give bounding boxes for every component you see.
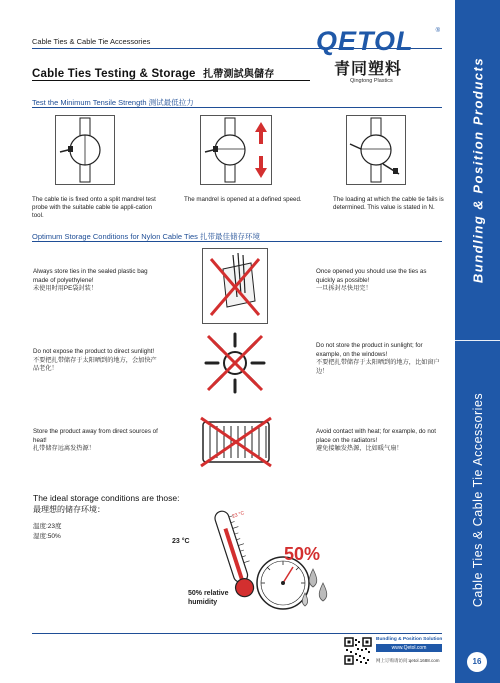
open-bag-crossed-icon bbox=[203, 249, 267, 323]
storage-right-3-cn: 避免接触发热源，比如暖气扇！ bbox=[316, 445, 403, 453]
tensile-section-title: Test the Minimum Tensile Strength 测试最低拉力 bbox=[32, 98, 194, 107]
category-label: Cable Ties & Cable Tie Accessories bbox=[32, 37, 151, 46]
sidebar-bottom-text: Cable Ties & Cable Tie Accessories bbox=[471, 392, 485, 608]
humidity-label-line-1: 50% relative bbox=[188, 590, 229, 597]
storage-right-2-cn: 不要把扎带储存于太阳晒到的地方，比如窗户边！ bbox=[316, 359, 440, 375]
tensile-step-2-text: The mandrel is opened at a defined speed. bbox=[184, 196, 302, 203]
ideal-title bbox=[33, 493, 179, 515]
ideal-values-cn bbox=[33, 522, 62, 542]
storage-left-3-cn: 扎带储存远离发热源！ bbox=[33, 445, 95, 453]
thermometer-icon bbox=[211, 508, 259, 599]
storage-section-divider bbox=[32, 241, 442, 242]
storage-left-1 bbox=[33, 268, 158, 294]
humidity-label bbox=[188, 589, 228, 607]
footer-store: 网上订购请访问:qetol.1688.com bbox=[376, 658, 440, 663]
sidebar-bottom-label bbox=[463, 360, 493, 660]
ideal-temp-cn: 温度:23度 bbox=[33, 523, 62, 530]
humidity-big-label: 50% bbox=[284, 544, 321, 564]
mandrel-icon bbox=[56, 116, 114, 184]
storage-right-2 bbox=[316, 342, 444, 376]
humidity-label-line-2: humidity bbox=[188, 599, 218, 606]
storage-right-1 bbox=[316, 268, 441, 294]
logo-wordmark: QETOL bbox=[316, 26, 414, 56]
mandrel-open-icon bbox=[201, 116, 271, 184]
no-sunlight-illustration bbox=[200, 328, 270, 398]
radiator-crossed-icon bbox=[197, 414, 275, 470]
storage-right-1-cn: 一旦拆封尽快用完！ bbox=[316, 285, 372, 293]
sun-crossed-icon bbox=[200, 328, 270, 398]
logo-name-cn: 青同塑料 bbox=[334, 61, 403, 78]
footer-divider bbox=[32, 633, 442, 634]
storage-right-1-en: Once opened you should use the ties as quickly as possible! bbox=[316, 268, 427, 284]
sidebar-top-label bbox=[463, 20, 493, 320]
footer-info bbox=[376, 637, 442, 664]
logo-name-en: Qingtong Plastics bbox=[350, 78, 393, 84]
storage-right-3-en: Avoid contact with heat; for example, do not place on the radiators! bbox=[316, 428, 436, 444]
storage-left-3 bbox=[33, 428, 158, 454]
ideal-title-cn: 最理想的储存环境： bbox=[33, 505, 105, 514]
ideal-humidity-cn: 湿度:50% bbox=[33, 533, 61, 540]
page-title-cn: 扎帶測試與儲存 bbox=[203, 69, 275, 80]
footer-url[interactable]: www.Qetol.com bbox=[376, 644, 442, 652]
storage-left-2-cn: 不要把扎带储存于太阳晒到的地方，会加快产品老化！ bbox=[33, 356, 157, 373]
tensile-step-1-diagram bbox=[55, 115, 115, 185]
no-heat-illustration bbox=[197, 414, 275, 470]
sidebar-top-text: Bundling & Position Products bbox=[470, 56, 486, 284]
qr-code bbox=[344, 637, 372, 665]
page-title-en: Cable Ties Testing & Storage bbox=[32, 68, 196, 80]
tensile-step-3-text: The loading at which the cable tie fails is determined. This value is stated in N. bbox=[333, 196, 444, 212]
storage-left-1-cn: 未使用时用PE袋封装！ bbox=[33, 285, 97, 293]
tensile-step-2-diagram bbox=[200, 115, 272, 185]
storage-left-2 bbox=[33, 348, 158, 374]
thermometer-scale-label: 23 °C bbox=[231, 510, 246, 520]
qetol-logo bbox=[316, 26, 446, 92]
sealed-bag-illustration bbox=[202, 248, 268, 324]
tensile-section-divider bbox=[32, 107, 442, 108]
tensile-step-1-text: The cable tie is fixed onto a split mandrel test probe with the suitable cable tie appli-cation tool. bbox=[32, 196, 156, 220]
storage-left-3-en: Store the product away from direct sources of heat! bbox=[33, 428, 158, 444]
temperature-label: 23 °C bbox=[172, 538, 190, 545]
tensile-step-3-diagram bbox=[346, 115, 406, 185]
logo-registered-mark: ® bbox=[435, 28, 440, 34]
ideal-title-en: The ideal storage conditions are those: bbox=[33, 493, 180, 503]
mandrel-failed-tie-icon bbox=[347, 116, 405, 184]
sidebar-separator bbox=[455, 340, 500, 341]
storage-left-2-en: Do not expose the product to direct sunlight! bbox=[33, 348, 155, 355]
storage-right-2-en: Do not store the product in sunlight; for example, on the windows! bbox=[316, 342, 423, 358]
footer-tagline: Bundling & Position Solution bbox=[376, 637, 443, 642]
storage-left-1-en: Always store ties in the sealed plastic bag made of polyethylene! bbox=[33, 268, 148, 284]
qr-code-icon bbox=[344, 637, 372, 665]
page-number: 16 bbox=[467, 652, 487, 672]
title-underline bbox=[32, 80, 310, 81]
storage-right-3 bbox=[316, 428, 444, 454]
storage-section-title: Optimum Storage Conditions for Nylon Cable Ties 扎带最佳储存环境 bbox=[32, 232, 260, 241]
right-sidebar bbox=[455, 0, 500, 683]
page-title bbox=[32, 65, 274, 80]
